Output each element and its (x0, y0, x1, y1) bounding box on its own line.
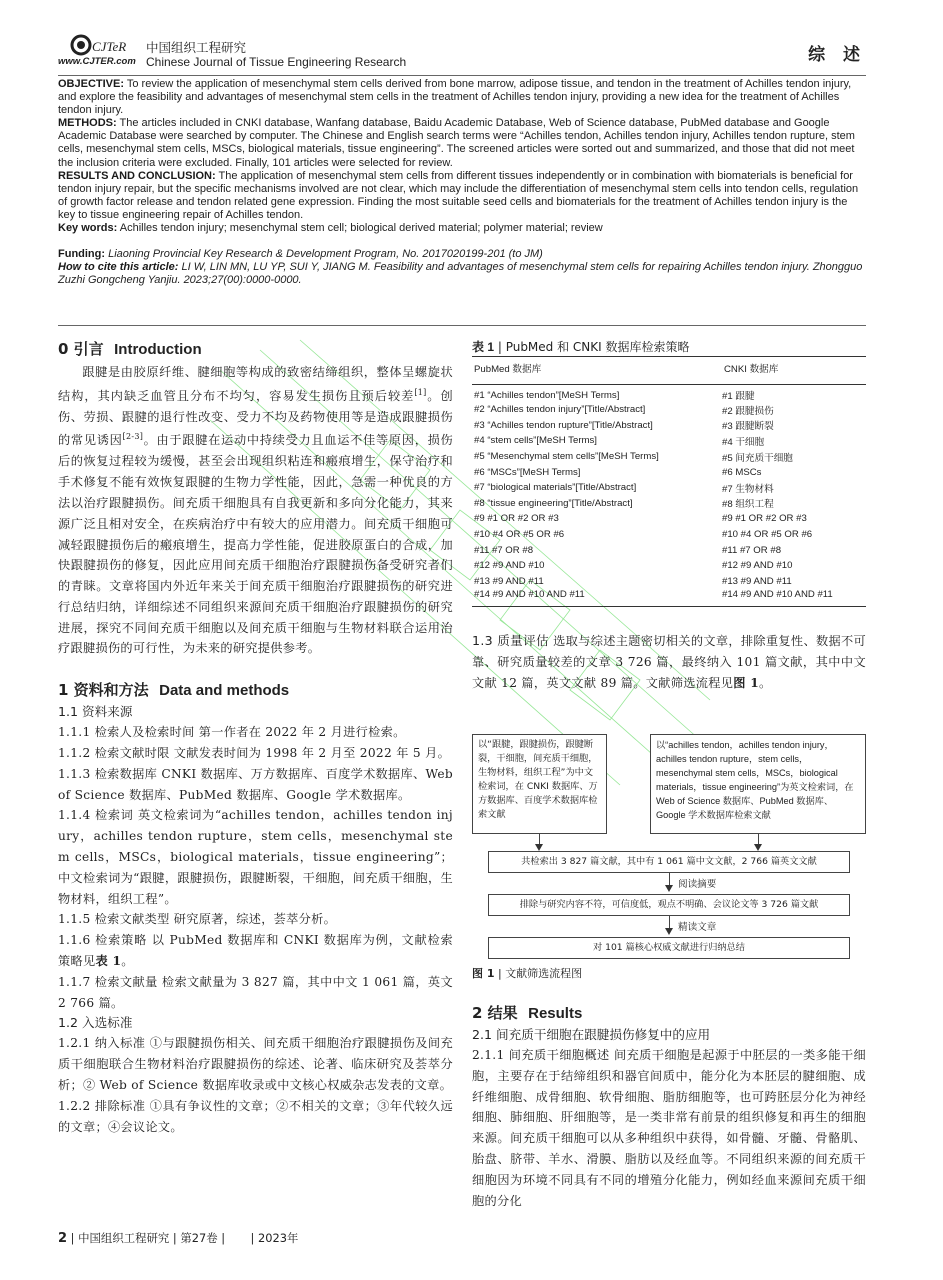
footer-year: 2023年 (257, 1231, 299, 1245)
intro-paragraph: 跟腱是由胶原纤维、腱细胞等构成的致密结缔组织，整体呈螺旋状结构，其内缺乏血管且分布不均匀，容易发生损伤且预后较差[1]。创伤、劳损、跟腱的退行性改变、受力不均及药物使用等是造成跟腱损伤的常见诱因[2-3]。由于跟腱在运动中持续受力且血运不佳等原因，损伤后的恢复过程较为缓慢，甚至会出现组织粘连和瘢痕增生，保守治疗和手术修复不能有效恢复跟腱的生物力学性能，因此，急需一种优良的方法以治疗跟腱损伤。间充质干细胞具有自我更新和多向分化能力，其来源广泛且相对安全，在疾病治疗中有较大的应用潜力。间充质干细胞可减轻跟腱损伤后的瘢痕增生，提高力学性能，促进胶原蛋白的合成，加快跟腱损伤的修复，因此应用间充质干细胞治疗跟腱损伤备受研究者们的青睐。文章将国内外近年来关于间充质干细胞治疗跟腱损伤的研究进行总结归纳，详细综述不同组织来源间充质干细胞治疗跟腱损伤的研究进展，探究不同间充质干细胞以及间充质干细胞与生物材料联合运用治疗跟腱损伤的可行性，为未来的研究提供参考。 (58, 365, 453, 656)
table-cell-cnki: #12 #9 AND #10 (722, 560, 793, 572)
flow-label-read-abstract: 阅读摘要 (678, 879, 717, 890)
table-header-cnki: CNKI 数据库 (722, 357, 866, 385)
table-cell-cnki: #14 #9 AND #10 AND #11 (722, 589, 866, 607)
table-cell-cnki: #10 #4 OR #5 OR #6 (722, 529, 813, 541)
flow-box-total: 共检索出 3 827 篇文献，其中有 1 061 篇中文文献，2 766 篇英文文献 (488, 851, 850, 873)
journal-logo (58, 34, 138, 66)
cite-this-article: How to cite this article: LI W, LIN MN, LU YP, SUI Y, JIANG M. Feasibility and advantages of mesenchymal stem cells for repairing Achilles tendon injury. Zhongguo Zuzhi Gongcheng Yanjiu. 2023;27(00):0000-0000. (58, 261, 863, 287)
abstract-methods: METHODS: The articles included in CNKI database, Wanfang database, Baidu Academic Database, Web of Science database, PubMed database and Google Academic Database were searched by computer. The Chinese and English search terms were “Achilles tendon, Achilles tendon injury, Achilles tendon rupture, stem cells, mesenchymal stem cells, MSCs, biological materials, tissue engineering”. The screened articles were sorted out and summarized, and those that did not meet the inclusion criteria were excluded. Finally, 101 articles were selected for review. (58, 117, 855, 169)
table-cell-cnki: #9 #1 OR #2 OR #3 (722, 513, 807, 525)
funding: Funding: Liaoning Provincial Key Research & Development Program, No. 2017020199-201 (to JM) (58, 248, 543, 261)
table-cell-pubmed: #1 “Achilles tendon”[MeSH Terms] (474, 389, 620, 401)
english-abstract (58, 78, 866, 287)
methods-heading: 1 资料和方法 Data and methods (58, 681, 290, 700)
flow-connector (669, 873, 670, 885)
para-1-1-3: 1.1.3 检索数据库 CNKI 数据库、万方数据库、百度学术数据库、Web of Science 数据库、PubMed 数据库、Google 学术数据库。 (58, 766, 453, 802)
search-strategy-table (472, 356, 866, 607)
table-cell-cnki: #4 干细胞 (722, 436, 765, 448)
table-row (472, 558, 866, 574)
figure-1-caption: 图 1 | 文献筛选流程图 (472, 967, 583, 980)
flow-arrow (665, 928, 673, 935)
figure-ref-link[interactable]: 图 1 (733, 675, 760, 690)
table-cell-cnki: #11 #7 OR #8 (722, 544, 782, 556)
table-row (472, 418, 866, 434)
section-tag: 综 述 (808, 45, 866, 65)
table-cell-cnki: #7 生物材料 (722, 483, 774, 495)
abstract-keywords: Key words: Achilles tendon injury; mesenchymal stem cell; biological derived material; polymer material; review (58, 222, 603, 235)
table-cell-pubmed: #11 #7 OR #8 (474, 544, 534, 556)
cjter-logo-icon (70, 34, 132, 56)
table-row (472, 480, 866, 496)
table-cell-pubmed: #8 “tissue engineering”[Title/Abstract] (474, 497, 633, 509)
left-column (58, 338, 453, 1137)
table-cell-pubmed: #6 “MSCs”[MeSH Terms] (474, 466, 581, 478)
table-ref-link[interactable]: 表 1 (95, 954, 122, 969)
subsection-1-2: 1.2 入选标准 (58, 1015, 133, 1031)
intro-heading: 0 引言 Introduction (58, 340, 202, 358)
journal-name-en: Chinese Journal of Tissue Engineering Research (146, 55, 407, 69)
results-heading: 2 结果 Results (472, 1004, 583, 1022)
para-1-2-2: 1.2.2 排除标准 ①具有争议性的文章；②不相关的文章；③年代较久远的文章；④会议论文。 (58, 1098, 453, 1134)
footer-volume: 第27卷 (180, 1231, 218, 1245)
flow-box-exclude: 排除与研究内容不符，可信度低，观点不明确、会议论文等 3 726 篇文献 (488, 894, 850, 916)
para-1-1-4: 1.1.4 检索词 英文检索词为“achilles tendon，achilles tendon injury，achilles tendon rupture，stem cells，mesenchymal stem cells，MSCs，biological materials，tissue engineering”；中文检索词为“跟腱，跟腱损伤，跟腱断裂，干细胞，间充质干细胞，生物材料，组织工程”。 (58, 808, 453, 906)
page-footer: 2 | 中国组织工程研究 | 第27卷 | | 2023年 (58, 1231, 299, 1246)
table-cell-pubmed: #5 “Mesenchymal stem cells”[MeSH Terms] (474, 451, 659, 463)
para-1-1-1: 1.1.1 检索人及检索时间 第一作者在 2022 年 2 月进行检索。 (58, 725, 406, 740)
flow-label-fine-read: 精读文章 (678, 922, 717, 933)
abstract-results: RESULTS AND CONCLUSION: The application of mesenchymal stem cells from different tissues independently or in combination with biomaterials is beneficial for tendon injury repair, but the specific mechanisms involved are not clear, which may include the differentiation of mesenchymal stem cells into tendon cells, regulation of growth factor release and tendon related gene expression. Finding the most suitable seed cells and biomaterials for the treatment of Achilles tendon injury is the key to tissue engineering repair of Achilles tendon. (58, 169, 859, 221)
table-cell-pubmed: #13 #9 AND #11 (474, 575, 544, 587)
table-cell-pubmed: #4 “stem cells”[MeSH Terms] (474, 435, 597, 447)
footer-journal: 中国组织工程研究 (78, 1231, 170, 1245)
table-cell-pubmed: #12 #9 AND #10 (474, 560, 545, 572)
table-row (472, 542, 866, 558)
svg-text:CJTeR: CJTeR (92, 39, 127, 54)
screening-flowchart (472, 734, 866, 964)
abstract-objective: OBJECTIVE: To review the application of mesenchymal stem cells derived from bone marrow, adipose tissue, and tendon in the treatment of Achilles tendon injury, and explore the feasibility and advantages of mesenchymal stem cells in the treatment of Achilles tendon injury, providing a new idea for the treatment of Achilles tendon injury. (58, 78, 852, 117)
table-cell-pubmed: #7 “biological materials”[Title/Abstract] (474, 482, 637, 494)
journal-name-cn: 中国组织工程研究 (146, 40, 247, 55)
table-cell-pubmed: #14 #9 AND #10 AND #11 (472, 589, 722, 607)
table-cell-cnki: #3 跟腱断裂 (722, 421, 774, 433)
flow-box-final: 对 101 篇核心权威文献进行归纳总结 (488, 937, 850, 959)
subsection-2-1: 2.1 间充质干细胞在跟腱损伤修复中的应用 (472, 1027, 711, 1042)
table-row (472, 589, 866, 607)
table-cell-cnki: #13 #9 AND #11 (722, 575, 792, 587)
citation-ref[interactable]: [2-3] (122, 432, 144, 442)
page-header (58, 34, 868, 74)
flow-connector (758, 834, 759, 844)
flow-connector (669, 916, 670, 928)
para-2-1-1: 2.1.1 间充质干细胞概述 间充质干细胞是起源于中胚层的一类多能干细胞，主要存在于结缔组织和器官间质中，能分化为本胚层的腱细胞、成纤维细胞、成骨细胞、软骨细胞、脂肪细胞等，也可跨胚层分化为神经细胞、肺细胞、肝细胞等，是一类非常有前景的组织修复和再生的细胞来源。间充质干细胞可以从多种组织中获得，如骨髓、牙髓、骨骼肌、胎盘、脐带、羊水、滑膜、脂肪以及经血等。不同组织来源的间充质干细胞因为环境不同具有不同的增殖分化能力，例如经血来源间充质干细胞的分化 (472, 1048, 866, 1208)
para-1-1-2: 1.1.2 检索文献时限 文献发表时间为 1998 年 2 月至 2022 年 5 月。 (58, 746, 451, 761)
table-row (472, 464, 866, 480)
subsection-1-1: 1.1 资料来源 (58, 704, 133, 720)
table-row (472, 527, 866, 543)
table-cell-cnki: #5 间充质干细胞 (722, 452, 793, 464)
para-1-1-7: 1.1.7 检索文献量 检索文献量为 3 827 篇，其中中文 1 061 篇，英文 2 766 篇。 (58, 974, 453, 1010)
table-cell-cnki: #1 跟腱 (722, 391, 755, 402)
table-cell-pubmed: #10 #4 OR #5 OR #6 (474, 529, 565, 541)
table-row (472, 449, 866, 465)
flow-connector (539, 834, 540, 844)
right-column-results (472, 1002, 866, 1211)
table-cell-cnki: #6 MSCs (722, 466, 762, 478)
flow-box-english-search: 以“achilles tendon，achilles tendon injury，achilles tendon rupture，stem cells，mesenchymal stem cells，MSCs，biological materials，tissue engineering”为英文检索词，在 Web of Science 数据库、PubMed 数据库、Google 学术数据库检索文献 (650, 734, 866, 834)
table-cell-cnki: #8 组织工程 (722, 499, 774, 511)
table-1-title: 表 1 | PubMed 和 CNKI 数据库检索策略 (472, 340, 690, 354)
abstract-rule (58, 325, 866, 326)
table-row (472, 574, 866, 590)
flow-arrow (535, 844, 543, 851)
table-row (472, 511, 866, 527)
journal-website: www.CJTER.com (58, 56, 136, 67)
para-1-1-5: 1.1.5 检索文献类型 研究原著，综述，荟萃分析。 (58, 912, 337, 927)
para-1-3: 1.3 质量评估 选取与综述主题密切相关的文章，排除重复性、数据不可靠、研究质量较差的文章 3 726 篇，最终纳入 101 篇文献，其中中文文献 12 篇，英文文献 89 篇。文献筛选流程见图 1。 (472, 633, 866, 690)
table-cell-pubmed: #2 “Achilles tendon injury”[Title/Abstract] (474, 404, 646, 416)
table-row (472, 496, 866, 512)
header-rule (58, 75, 866, 76)
para-1-2-1: 1.2.1 纳入标准 ①与跟腱损伤相关、间充质干细胞治疗跟腱损伤及间充质干细胞联合生物材料治疗跟腱损伤的综述、论著、临床研究及荟萃分析；② Web of Science 数据库收录或中文核心权威杂志发表的文章。 (58, 1036, 453, 1093)
citation-ref[interactable]: [1] (414, 387, 427, 397)
table-header-pubmed: PubMed 数据库 (472, 357, 722, 385)
table-row (472, 433, 866, 449)
page-number: 2 (58, 1231, 68, 1246)
flow-box-chinese-search: 以“跟腱，跟腱损伤，跟腱断裂，干细胞，间充质干细胞，生物材料，组织工程”为中文检索词，在 CNKI 数据库、万方数据库、百度学术数据库检索文献 (472, 734, 607, 834)
table-row (472, 385, 866, 403)
para-1-1-6: 1.1.6 检索策略 以 PubMed 数据库和 CNKI 数据库为例，文献检索策略见表 1。 (58, 933, 453, 969)
right-column-quality (472, 631, 866, 693)
flow-arrow (754, 844, 762, 851)
table-cell-pubmed: #9 #1 OR #2 OR #3 (474, 513, 559, 525)
table-cell-cnki: #2 跟腱损伤 (722, 405, 774, 417)
table-row (472, 402, 866, 418)
table-cell-pubmed: #3 “Achilles tendon rupture”[Title/Abstract] (474, 419, 653, 431)
flow-arrow (665, 885, 673, 892)
